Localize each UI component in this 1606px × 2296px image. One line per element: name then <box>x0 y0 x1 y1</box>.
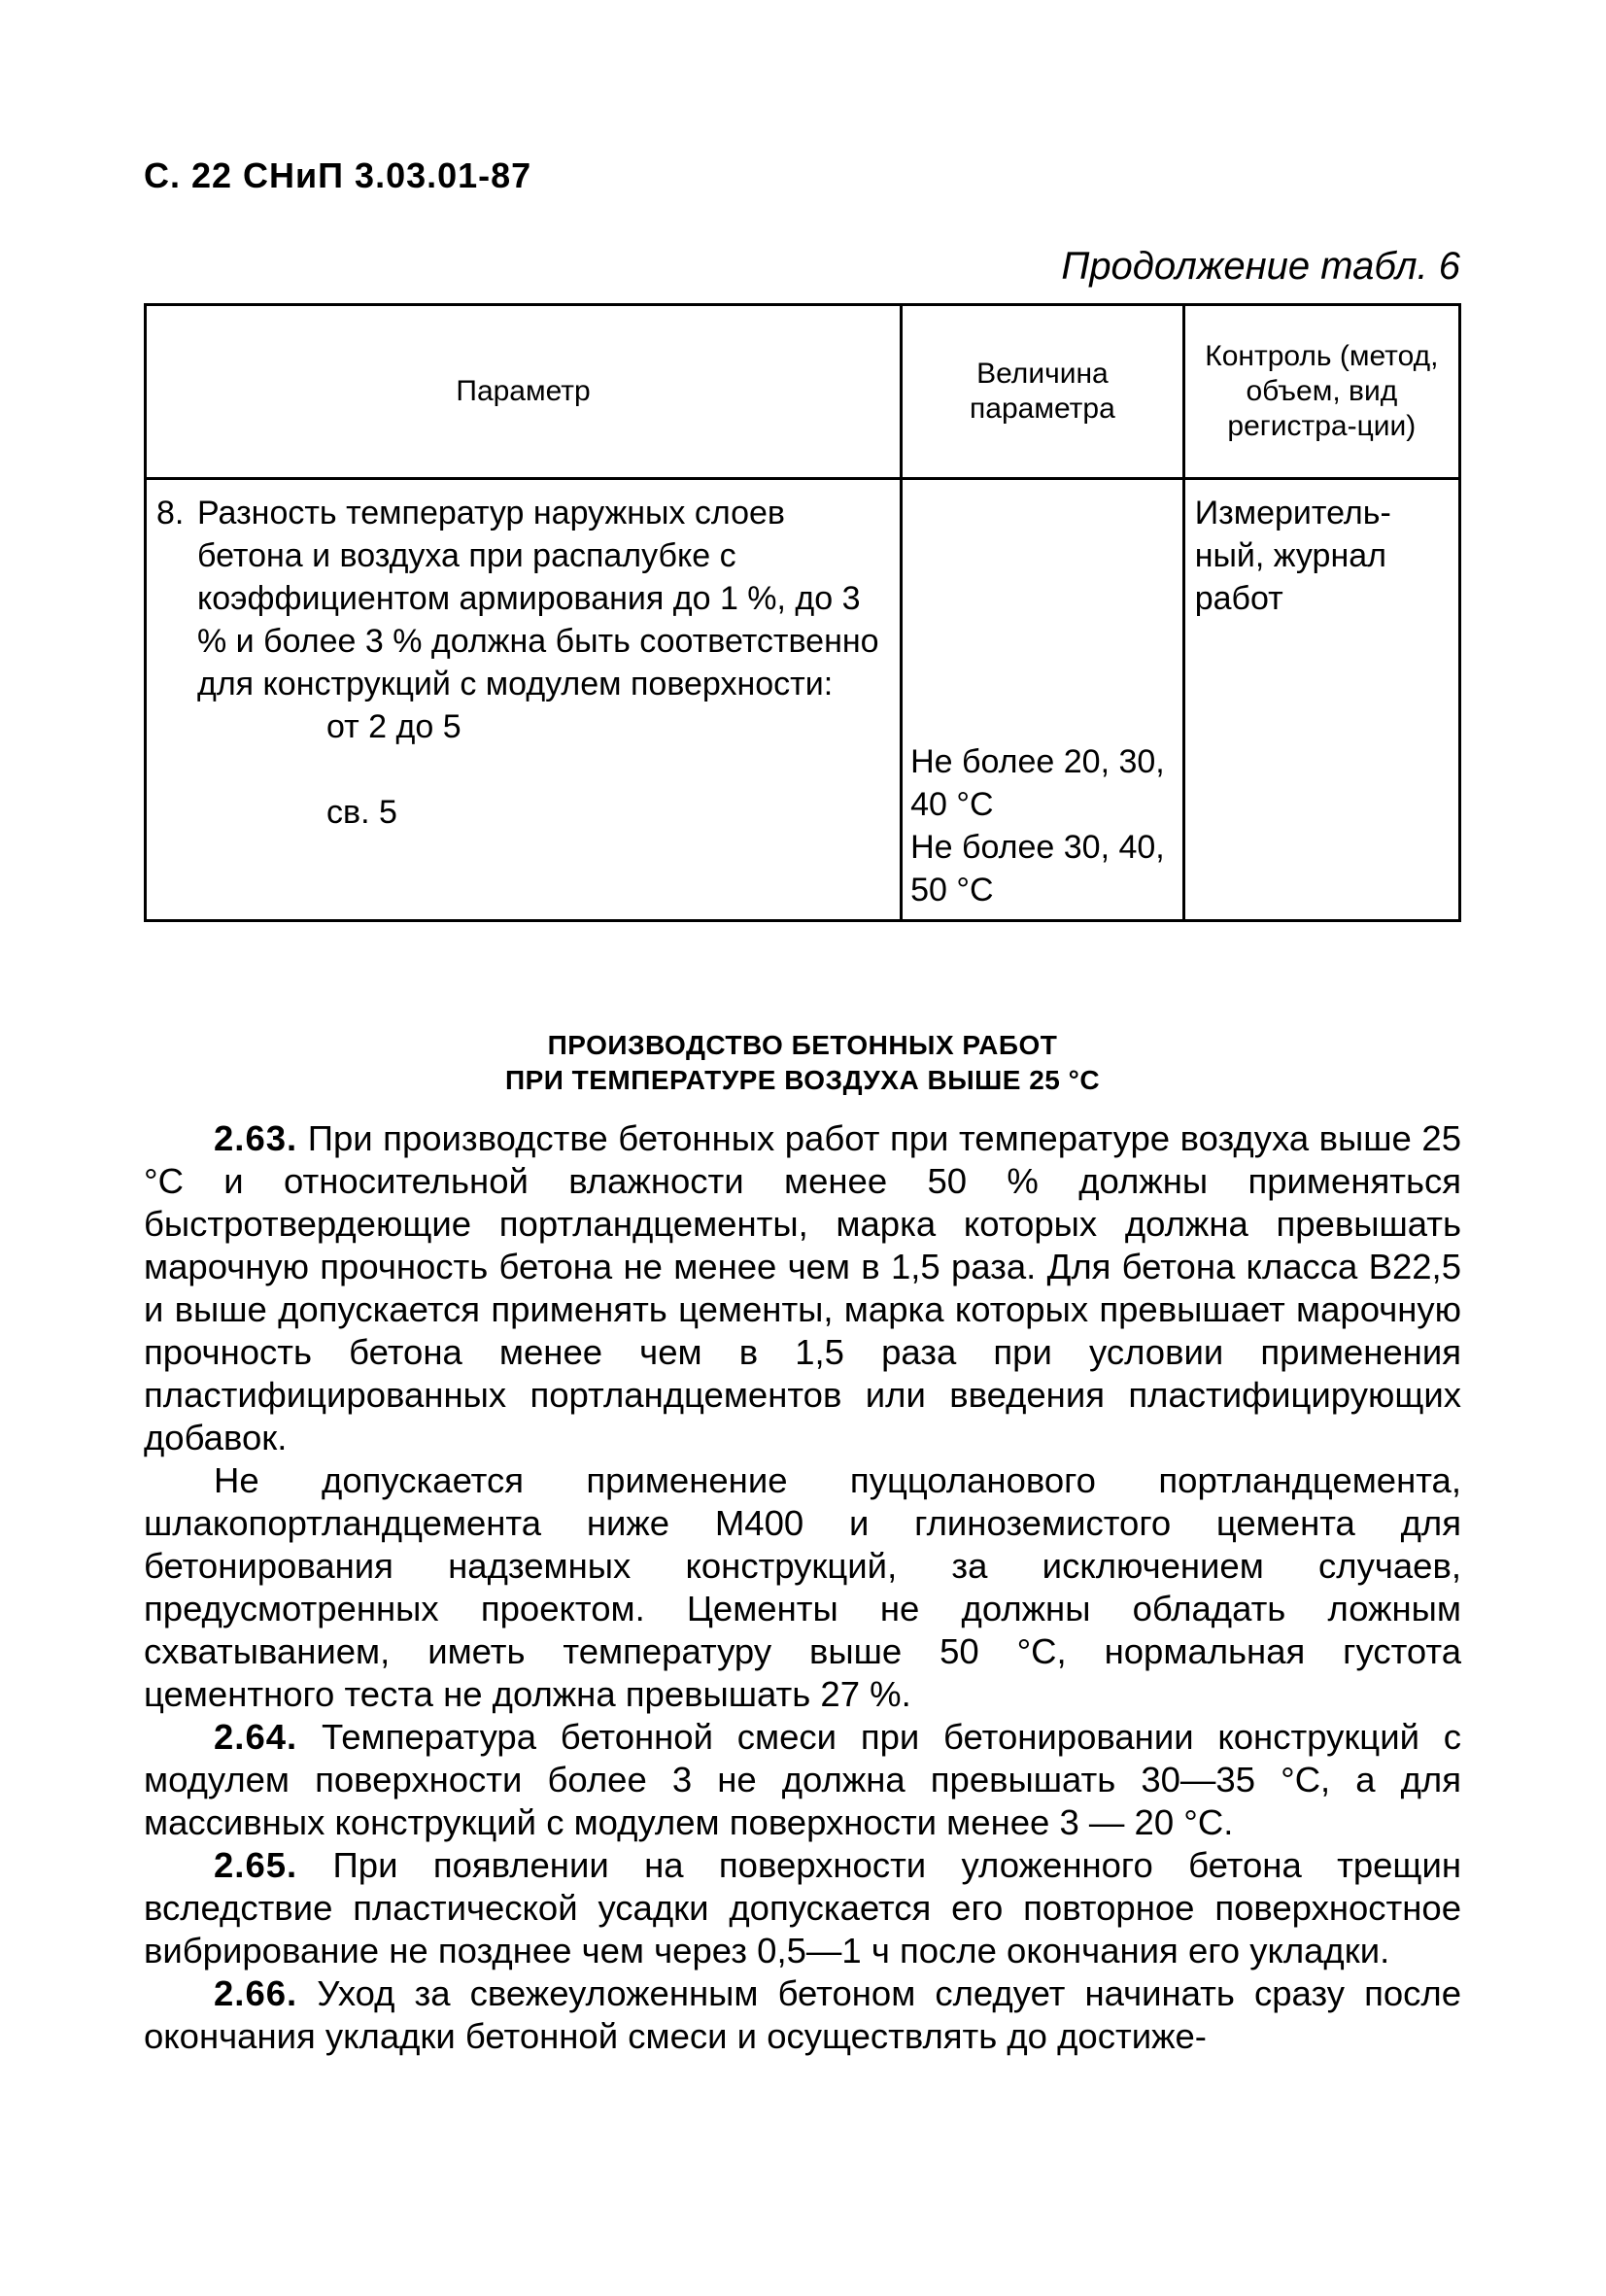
control-cell <box>1183 479 1459 921</box>
paragraph-text: Не допускается применение пуццоланового портландцемента, шлакопортландцемента ниже М400 и глиноземистого цемента для бетонирования надземных конструкций, за исключением случаев, предусмотренных проектом. Цементы не должны обладать ложным схватыванием, иметь температуру выше 50 °С, нормальная густота цементного теста не должна превышать 27 %. <box>144 1460 1461 1714</box>
control-text: Измеритель-ный, журнал работ <box>1194 495 1391 617</box>
paragraph <box>144 1972 1461 2058</box>
clause-number: 2.65. <box>214 1845 298 1885</box>
table-header-row <box>146 305 1460 479</box>
page-header: С. 22 СНиП 3.03.01-87 <box>144 155 532 195</box>
paragraph-text: При появлении на поверхности уложенного бетона трещин вследствие пластической усадки допускается его повторное поверхностное вибрирование не позднее чем через 0,5—1 ч после окончания его укладки. <box>144 1845 1461 1970</box>
parameter-cell <box>146 479 902 921</box>
parameter-text: Разность температур наружных слоев бетона и воздуха при распалубке с коэффициентом армирования до 1 %, до 3 % и более 3 % должна быть соответственно для конструкций с модулем поверхности: <box>197 495 879 703</box>
value-text: Не более 30, 40, 50 °С <box>910 829 1165 908</box>
clause-number: 2.66. <box>214 1973 298 2013</box>
sub-row-label: св. 5 <box>326 794 397 831</box>
column-header-parameter: Параметр <box>146 305 902 479</box>
section-heading-line: ПРОИЗВОДСТВО БЕТОННЫХ РАБОТ <box>547 1030 1058 1060</box>
column-header-value: Величина параметра <box>902 305 1184 479</box>
table-row <box>146 479 1460 921</box>
body-text <box>144 1117 1461 2058</box>
paragraph <box>144 1117 1461 1459</box>
paragraph-text: Температура бетонной смеси при бетонировании конструкций с модулем поверхности более 3 не должна превышать 30—35 °С, а для массивных конструкций с модулем поверхности менее 3 — 20 °С. <box>144 1717 1461 1842</box>
row-number: 8. <box>156 495 185 531</box>
paragraph <box>144 1459 1461 1716</box>
sub-row-label: от 2 до 5 <box>326 708 461 745</box>
clause-number: 2.63. <box>214 1118 298 1158</box>
value-cell <box>902 479 1184 921</box>
section-heading-line: ПРИ ТЕМПЕРАТУРЕ ВОЗДУХА ВЫШЕ 25 °С <box>504 1065 1101 1095</box>
paragraph <box>144 1844 1461 1972</box>
section-heading <box>144 1028 1461 1098</box>
value-text: Не более 20, 30, 40 °С <box>910 743 1165 823</box>
clause-number: 2.64. <box>214 1717 298 1757</box>
specification-table <box>144 303 1461 922</box>
paragraph-text: При производстве бетонных работ при температуре воздуха выше 25 °С и относительной влажности менее 50 % должны применяться быстротвердеющие портландцементы, марка которых должна превышать марочную прочность бетона не менее чем в 1,5 раза. Для бетона класса В22,5 и выше допускается применять цементы, марка которых превышает марочную прочность бетона менее чем в 1,5 раза при условии применения пластифицированных портландцементов или введения пластифицирующих добавок. <box>144 1118 1461 1457</box>
paragraph-text: Уход за свежеуложенным бетоном следует начинать сразу после окончания укладки бетонной смеси и осуществлять до достиже- <box>144 1973 1461 2056</box>
table-caption: Продолжение табл. 6 <box>1061 245 1460 288</box>
column-header-control: Контроль (метод, объем, вид регистра-ции) <box>1183 305 1459 479</box>
paragraph <box>144 1716 1461 1844</box>
